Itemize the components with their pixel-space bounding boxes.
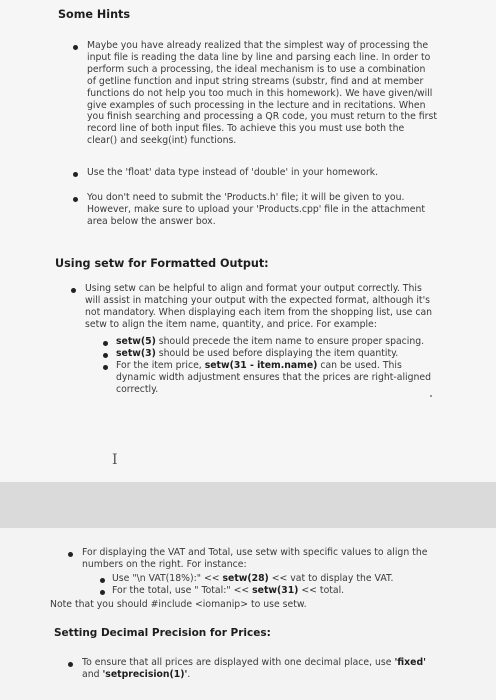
bullet-icon xyxy=(103,341,108,346)
panel-gap xyxy=(0,482,496,528)
bullet-icon xyxy=(100,590,105,595)
bullet-icon xyxy=(73,172,78,177)
bullet-icon xyxy=(71,288,76,293)
bullet-icon xyxy=(68,552,73,557)
vat-note: Note that you should #include <iomanip> to use setw. xyxy=(50,599,307,610)
precision-item: To ensure that all prices are displayed with one decimal place, use 'fixed' and 'setprecision(1)'. xyxy=(82,657,426,680)
setw-intro: Using setw can be helpful to align and format your output correctly. This will assist in matching your output with the expected format, although it's not mandatory. When displaying each item from the shopping list, use can setw to align the item name, quantity, and price. For example: xyxy=(85,283,433,330)
precision-heading: Setting Decimal Precision for Prices: xyxy=(54,627,271,639)
setw-sub-item-2: setw(3) should be used before displaying the item quantity. xyxy=(116,348,399,359)
hints-heading: Some Hints xyxy=(58,8,131,21)
hint-item-1: Maybe you have already realized that the simplest way of processing the input file is reading the data line by line and parsing each line. In order to perform such a processing, the ideal mechanism is to use a combination of getline function and input string streams (substr, find and at member functions do not help you too much in this homework). We have given/will give examples of such processing in the lecture and in recitations. When you finish searching and processing a QR code, you must return to the first record line of both input files. To achieve this you must use both the clear() and seekg(int) functions. xyxy=(87,40,437,147)
setw-sub-item-3: For the item price, setw(31 - item.name) can be used. This dynamic width adjustment ensures that the prices are right-aligned correctly. xyxy=(116,360,432,395)
setw-heading: Using setw for Formatted Output: xyxy=(55,257,269,270)
vat-intro: For displaying the VAT and Total, use setw with specific values to align the numbers on the right. For instance: xyxy=(82,547,428,570)
stray-dot xyxy=(430,395,432,397)
vat-sub-item-2: For the total, use " Total:" << setw(31) << total. xyxy=(112,585,345,596)
bullet-icon xyxy=(103,365,108,370)
hint-item-2: Use the 'float' data type instead of 'double' in your homework. xyxy=(87,167,379,178)
text-cursor-icon: I xyxy=(112,452,118,468)
bullet-icon xyxy=(68,662,73,667)
bullet-icon xyxy=(73,197,78,202)
bullet-icon xyxy=(100,578,105,583)
bullet-icon xyxy=(103,353,108,358)
vat-sub-item-1: Use "\n VAT(18%):" << setw(28) << vat to display the VAT. xyxy=(112,573,394,584)
setw-sub-item-1: setw(5) should precede the item name to ensure proper spacing. xyxy=(116,336,425,347)
hint-item-3: You don't need to submit the 'Products.h' file; it will be given to you. However, make sure to upload your 'Products.cpp' file in the attachment area below the answer box. xyxy=(87,192,426,227)
bullet-icon xyxy=(73,45,78,50)
